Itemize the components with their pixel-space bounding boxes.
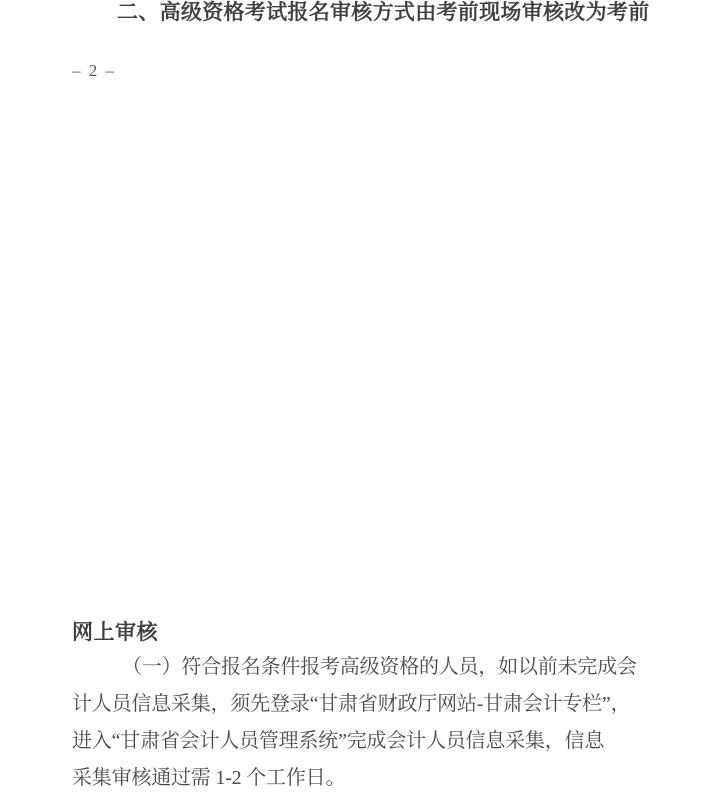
- paragraph-line: 计人员信息采集，须先登录“甘肃省财政厅网站-甘肃会计专栏”，: [72, 693, 631, 715]
- page-3-content: [72, 619, 672, 797]
- paragraph-line: （一）符合报名条件报考高级资格的人员，如以前未完成会: [122, 656, 637, 678]
- section-heading-continued: 二、高级资格考试报名审核方式由考前现场审核改为考前: [117, 1, 650, 24]
- subheading-online-review: 网上审核: [72, 621, 158, 644]
- page-gap-separator: [0, 220, 726, 238]
- page-number-footer: – 2 –: [72, 61, 116, 80]
- page-3-top: [0, 238, 726, 789]
- paragraph-line: 采集审核通过需 1-2 个工作日。: [72, 767, 346, 789]
- paragraph-line: 进入“甘肃省会计人员管理系统”完成会计人员信息采集，信息: [72, 730, 605, 752]
- page-2-bottom: [0, 0, 726, 220]
